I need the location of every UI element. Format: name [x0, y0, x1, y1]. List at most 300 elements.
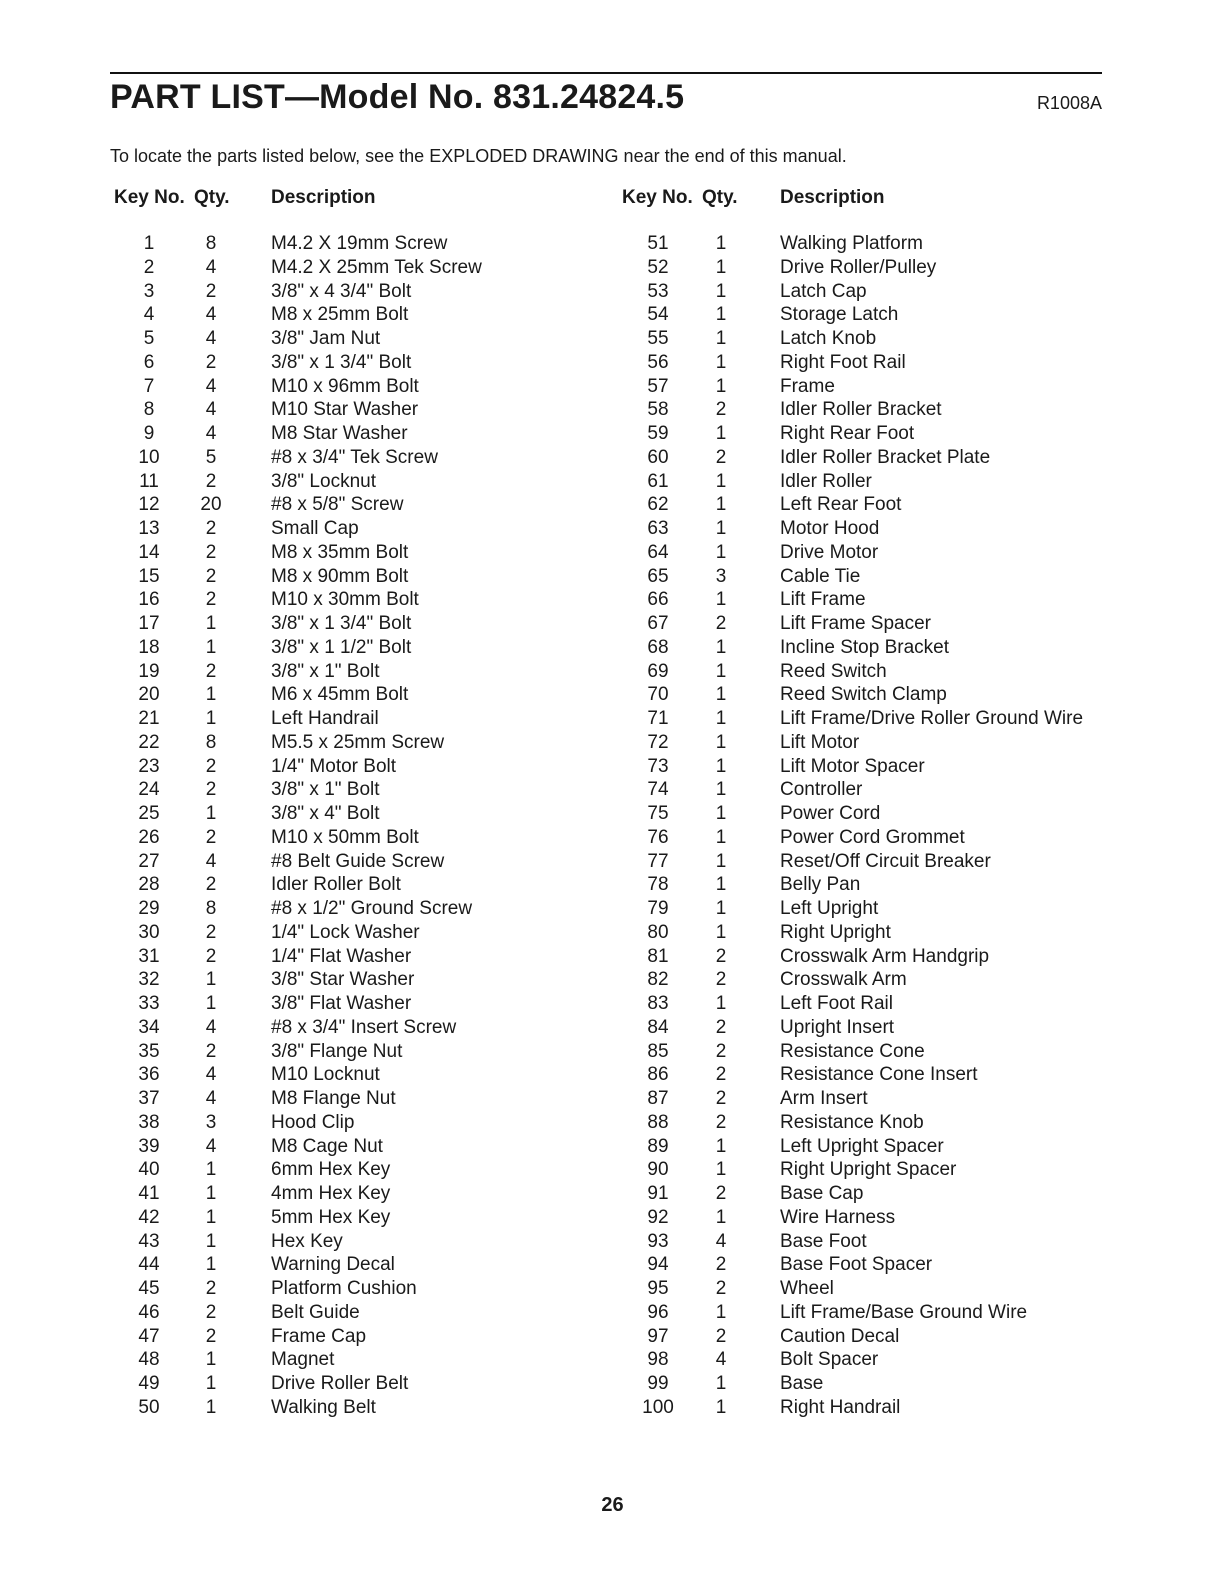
- part-key-number: 10: [138, 446, 160, 468]
- part-row: [0, 1063, 1225, 1087]
- part-quantity: 2: [205, 779, 217, 801]
- part-row: [0, 303, 1225, 327]
- part-quantity: 1: [205, 613, 217, 634]
- part-key-number: 77: [647, 850, 669, 872]
- part-row: [0, 897, 1225, 921]
- part-description: Lift Frame: [780, 589, 866, 611]
- part-row: [0, 256, 1225, 280]
- part-description: M4.2 X 25mm Tek Screw: [271, 256, 482, 278]
- part-description: Frame Cap: [271, 1325, 367, 1347]
- part-quantity: 2: [205, 589, 217, 611]
- part-description: 3/8" x 1 1/2" Bolt: [271, 636, 412, 658]
- part-quantity: 4: [205, 304, 217, 326]
- part-description: M8 x 25mm Bolt: [271, 304, 409, 326]
- part-quantity: 1: [715, 351, 727, 373]
- part-quantity: 1: [715, 1135, 727, 1157]
- part-row: [0, 588, 1225, 612]
- part-key-number: 87: [647, 1088, 669, 1109]
- part-quantity: 2: [715, 1325, 727, 1347]
- part-key-number: 89: [647, 1135, 669, 1157]
- part-quantity: 4: [205, 375, 217, 397]
- part-key-number: 100: [642, 1396, 674, 1418]
- part-key-number: 97: [647, 1325, 669, 1347]
- part-description: M10 x 30mm Bolt: [271, 589, 419, 611]
- part-quantity: 2: [205, 826, 217, 848]
- part-description: Lift Frame Spacer: [780, 613, 931, 634]
- right-description-header: Description: [780, 187, 885, 208]
- part-key-number: 46: [138, 1301, 160, 1323]
- part-key-number: 17: [138, 613, 160, 634]
- part-description: 3/8" x 1 3/4" Bolt: [271, 613, 412, 634]
- part-description: #8 x 5/8" Screw: [271, 494, 404, 516]
- part-key-number: 43: [138, 1230, 160, 1252]
- part-description: Walking Belt: [271, 1396, 376, 1418]
- part-description: Lift Motor: [780, 731, 860, 753]
- part-quantity: 1: [715, 304, 727, 326]
- part-key-number: 55: [647, 328, 669, 349]
- part-key-number: 31: [138, 945, 160, 967]
- part-quantity: 2: [205, 1040, 217, 1062]
- part-quantity: 1: [715, 708, 727, 729]
- part-description: 1/4" Flat Washer: [271, 945, 412, 967]
- intro-text: To locate the parts listed below, see the EXPLODED DRAWING near the end of this manual.: [110, 146, 847, 166]
- part-key-number: 25: [138, 803, 160, 824]
- part-quantity: 2: [205, 1278, 217, 1299]
- part-quantity: 4: [715, 1230, 727, 1252]
- part-key-number: 65: [647, 565, 669, 587]
- part-quantity: 2: [205, 945, 217, 967]
- part-key-number: 47: [138, 1325, 160, 1347]
- part-key-number: 39: [138, 1135, 160, 1157]
- part-key-number: 66: [647, 589, 669, 611]
- part-row: [0, 850, 1225, 874]
- part-description: M8 Cage Nut: [271, 1135, 383, 1157]
- part-row: [0, 755, 1225, 779]
- part-description: M5.5 x 25mm Screw: [271, 731, 445, 753]
- part-quantity: 1: [205, 1396, 217, 1418]
- part-row: [0, 1348, 1225, 1372]
- part-key-number: 56: [647, 351, 669, 373]
- part-row: [0, 565, 1225, 589]
- part-key-number: 6: [143, 351, 155, 373]
- part-key-number: 37: [138, 1088, 160, 1109]
- part-description: Controller: [780, 779, 863, 801]
- part-row: [0, 731, 1225, 755]
- part-row: [0, 921, 1225, 945]
- part-description: 3/8" x 1 3/4" Bolt: [271, 351, 412, 373]
- part-description: M8 Star Washer: [271, 423, 408, 444]
- part-key-number: 22: [138, 731, 160, 753]
- part-description: Left Upright: [780, 898, 879, 919]
- part-row: [0, 1206, 1225, 1230]
- part-key-number: 79: [647, 898, 669, 919]
- part-quantity: 4: [205, 328, 217, 349]
- part-description: M8 x 90mm Bolt: [271, 565, 409, 587]
- part-quantity: 1: [205, 636, 217, 658]
- part-description: M10 x 96mm Bolt: [271, 375, 419, 397]
- part-key-number: 69: [647, 660, 669, 682]
- part-quantity: 2: [205, 921, 217, 943]
- part-description: Frame: [780, 375, 835, 397]
- part-row: [0, 1277, 1225, 1301]
- page-title: PART LIST—Model No. 831.24824.5: [110, 78, 685, 116]
- part-description: 1/4" Motor Bolt: [271, 755, 397, 777]
- part-quantity: 1: [205, 1183, 217, 1204]
- part-description: M4.2 X 19mm Screw: [271, 233, 448, 254]
- part-quantity: 1: [715, 1373, 727, 1394]
- part-description: Idler Roller Bracket: [780, 399, 942, 421]
- part-key-number: 60: [647, 446, 669, 468]
- part-quantity: 2: [715, 613, 727, 634]
- part-row: [0, 232, 1225, 256]
- part-quantity: 2: [715, 446, 727, 468]
- part-key-number: 35: [138, 1040, 160, 1062]
- part-key-number: 57: [647, 375, 669, 397]
- part-quantity: 1: [715, 518, 727, 539]
- part-row: [0, 683, 1225, 707]
- part-description: Left Rear Foot: [780, 494, 902, 516]
- part-quantity: 2: [715, 1016, 727, 1038]
- part-description: Cable Tie: [780, 565, 861, 587]
- part-description: #8 x 3/4" Tek Screw: [271, 446, 438, 468]
- part-key-number: 86: [647, 1064, 669, 1086]
- part-description: Belly Pan: [780, 874, 861, 896]
- part-key-number: 21: [138, 708, 160, 729]
- part-description: #8 x 1/2" Ground Screw: [271, 898, 473, 919]
- part-row: [0, 1135, 1225, 1159]
- part-quantity: 1: [715, 803, 727, 824]
- part-key-number: 34: [138, 1016, 160, 1038]
- part-description: Hex Key: [271, 1230, 343, 1252]
- left-description-header: Description: [271, 187, 376, 208]
- part-row: [0, 517, 1225, 541]
- part-quantity: 2: [715, 969, 727, 991]
- part-key-number: 75: [647, 803, 669, 824]
- part-description: Idler Roller: [780, 470, 872, 492]
- part-quantity: 1: [715, 1159, 727, 1181]
- part-description: M10 Locknut: [271, 1064, 380, 1086]
- part-row: [0, 1016, 1225, 1040]
- left-qty-header: Qty.: [194, 187, 230, 208]
- part-quantity: 4: [205, 399, 217, 421]
- part-key-number: 5: [143, 328, 155, 349]
- part-key-number: 11: [139, 470, 159, 492]
- part-key-number: 7: [143, 375, 155, 397]
- part-quantity: 1: [715, 636, 727, 658]
- part-quantity: 2: [715, 1111, 727, 1133]
- part-key-number: 3: [143, 280, 155, 302]
- part-quantity: 2: [205, 541, 217, 563]
- part-key-number: 72: [647, 731, 669, 753]
- part-quantity: 8: [205, 898, 217, 919]
- part-key-number: 23: [138, 755, 160, 777]
- part-key-number: 36: [138, 1064, 160, 1086]
- part-description: Base: [780, 1373, 824, 1394]
- part-key-number: 91: [647, 1183, 669, 1204]
- part-description: Right Rear Foot: [780, 423, 915, 444]
- part-description: #8 Belt Guide Screw: [271, 850, 445, 872]
- part-description: Drive Motor: [780, 541, 879, 563]
- part-quantity: 1: [715, 1396, 727, 1418]
- part-quantity: 3: [715, 565, 727, 587]
- part-quantity: 4: [205, 1016, 217, 1038]
- part-description: Drive Roller Belt: [271, 1373, 409, 1394]
- part-description: Warning Decal: [271, 1254, 395, 1276]
- part-quantity: 1: [715, 423, 727, 444]
- part-key-number: 9: [143, 423, 155, 444]
- part-quantity: 1: [205, 1230, 217, 1252]
- part-key-number: 68: [647, 636, 669, 658]
- part-quantity: 1: [205, 708, 217, 729]
- part-description: Base Foot Spacer: [780, 1254, 933, 1276]
- part-key-number: 71: [647, 708, 669, 729]
- part-key-number: 30: [138, 921, 160, 943]
- part-description: Magnet: [271, 1349, 335, 1371]
- part-quantity: 1: [715, 850, 727, 872]
- part-description: M10 Star Washer: [271, 399, 419, 421]
- part-key-number: 62: [647, 494, 669, 516]
- part-key-number: 58: [647, 399, 669, 421]
- part-description: Left Handrail: [271, 708, 379, 729]
- part-quantity: 2: [205, 1301, 217, 1323]
- part-key-number: 82: [647, 969, 669, 991]
- part-row: [0, 707, 1225, 731]
- part-key-number: 24: [138, 779, 160, 801]
- part-key-number: 78: [647, 874, 669, 896]
- part-description: Base Cap: [780, 1183, 864, 1204]
- part-description: Power Cord Grommet: [780, 826, 965, 848]
- part-quantity: 1: [715, 755, 727, 777]
- part-quantity: 2: [205, 755, 217, 777]
- part-quantity: 1: [715, 1206, 727, 1228]
- part-description: 3/8" x 4" Bolt: [271, 803, 380, 824]
- part-key-number: 98: [647, 1349, 669, 1371]
- part-description: Resistance Cone Insert: [780, 1064, 978, 1086]
- part-key-number: 27: [138, 850, 160, 872]
- part-description: 5mm Hex Key: [271, 1206, 391, 1228]
- part-quantity: 1: [715, 826, 727, 848]
- part-description: M8 x 35mm Bolt: [271, 541, 409, 563]
- part-key-number: 8: [143, 399, 155, 421]
- part-description: M10 x 50mm Bolt: [271, 826, 419, 848]
- part-key-number: 38: [138, 1111, 160, 1133]
- part-row: [0, 778, 1225, 802]
- part-quantity: 2: [715, 399, 727, 421]
- part-row: [0, 398, 1225, 422]
- part-row: [0, 1325, 1225, 1349]
- part-key-number: 99: [647, 1373, 669, 1394]
- part-row: [0, 802, 1225, 826]
- part-key-number: 83: [647, 993, 669, 1014]
- part-key-number: 15: [138, 565, 160, 587]
- part-description: 3/8" Star Washer: [271, 969, 415, 991]
- part-quantity: 1: [715, 470, 727, 492]
- part-description: 3/8" x 1" Bolt: [271, 779, 380, 801]
- part-description: Lift Frame/Base Ground Wire: [780, 1301, 1028, 1323]
- part-key-number: 73: [647, 755, 669, 777]
- part-row: [0, 327, 1225, 351]
- part-key-number: 14: [138, 541, 160, 563]
- part-key-number: 96: [647, 1301, 669, 1323]
- part-description: 1/4" Lock Washer: [271, 921, 420, 943]
- part-description: Storage Latch: [780, 304, 899, 326]
- part-description: Caution Decal: [780, 1325, 900, 1347]
- part-key-number: 4: [143, 304, 155, 326]
- part-description: Latch Cap: [780, 280, 867, 302]
- part-quantity: 1: [715, 921, 727, 943]
- part-row: [0, 1230, 1225, 1254]
- part-row: [0, 280, 1225, 304]
- part-row: [0, 1396, 1225, 1420]
- part-quantity: 1: [205, 1159, 217, 1181]
- part-quantity: 4: [205, 256, 217, 278]
- part-description: Idler Roller Bolt: [271, 874, 401, 896]
- part-key-number: 95: [647, 1278, 669, 1299]
- part-quantity: 1: [205, 993, 217, 1014]
- part-key-number: 52: [647, 256, 669, 278]
- part-description: Right Upright: [780, 921, 891, 943]
- part-row: [0, 1253, 1225, 1277]
- part-key-number: 32: [138, 969, 160, 991]
- part-row: [0, 968, 1225, 992]
- part-key-number: 13: [138, 518, 160, 539]
- part-row: [0, 493, 1225, 517]
- part-row: [0, 470, 1225, 494]
- part-quantity: 1: [715, 1301, 727, 1323]
- part-description: Resistance Cone: [780, 1040, 925, 1062]
- part-key-number: 44: [138, 1254, 160, 1276]
- part-quantity: 1: [715, 684, 727, 706]
- part-key-number: 85: [647, 1040, 669, 1062]
- part-description: Arm Insert: [780, 1088, 868, 1109]
- part-row: [0, 1372, 1225, 1396]
- part-quantity: 1: [715, 494, 727, 516]
- part-quantity: 4: [205, 850, 217, 872]
- part-quantity: 1: [715, 328, 727, 349]
- part-quantity: 1: [205, 803, 217, 824]
- part-quantity: 1: [715, 874, 727, 896]
- part-row: [0, 873, 1225, 897]
- part-description: Incline Stop Bracket: [780, 636, 949, 658]
- part-description: Power Cord: [780, 803, 881, 824]
- part-description: Right Handrail: [780, 1396, 901, 1418]
- part-key-number: 50: [138, 1396, 160, 1418]
- part-key-number: 63: [647, 518, 669, 539]
- part-key-number: 80: [647, 921, 669, 943]
- part-quantity: 2: [205, 565, 217, 587]
- part-quantity: 1: [715, 660, 727, 682]
- part-key-number: 67: [647, 613, 669, 634]
- part-description: Motor Hood: [780, 518, 880, 539]
- part-quantity: 1: [715, 233, 727, 254]
- part-quantity: 2: [715, 1040, 727, 1062]
- part-row: [0, 992, 1225, 1016]
- part-key-number: 74: [647, 779, 669, 801]
- part-description: Reset/Off Circuit Breaker: [780, 850, 991, 872]
- part-key-number: 84: [647, 1016, 669, 1038]
- part-quantity: 1: [205, 969, 217, 991]
- part-description: Drive Roller/Pulley: [780, 256, 937, 278]
- part-description: Lift Motor Spacer: [780, 755, 925, 777]
- part-description: Platform Cushion: [271, 1278, 417, 1299]
- part-quantity: 2: [205, 280, 217, 302]
- page-number: 26: [601, 1494, 624, 1516]
- part-row: [0, 541, 1225, 565]
- part-quantity: 1: [715, 256, 727, 278]
- part-description: Left Foot Rail: [780, 993, 893, 1014]
- part-description: 3/8" x 1" Bolt: [271, 660, 380, 682]
- part-description: Left Upright Spacer: [780, 1135, 944, 1157]
- part-quantity: 8: [205, 233, 217, 254]
- part-key-number: 45: [138, 1278, 160, 1299]
- right-key-header: Key No.: [622, 187, 693, 208]
- part-quantity: 1: [715, 779, 727, 801]
- part-key-number: 12: [138, 494, 160, 516]
- part-quantity: 2: [715, 945, 727, 967]
- part-description: 3/8" Flange Nut: [271, 1040, 403, 1062]
- part-quantity: 2: [205, 518, 217, 539]
- part-description: Wheel: [780, 1278, 834, 1299]
- part-quantity: 2: [205, 874, 217, 896]
- part-row: [0, 1158, 1225, 1182]
- part-description: Base Foot: [780, 1230, 867, 1252]
- part-description: Resistance Knob: [780, 1111, 924, 1133]
- part-key-number: 61: [647, 470, 669, 492]
- part-description: Bolt Spacer: [780, 1349, 879, 1371]
- part-description: #8 x 3/4" Insert Screw: [271, 1016, 457, 1038]
- part-row: [0, 375, 1225, 399]
- part-key-number: 26: [138, 826, 160, 848]
- part-quantity: 8: [205, 731, 217, 753]
- part-key-number: 1: [143, 233, 155, 254]
- part-quantity: 1: [205, 1206, 217, 1228]
- part-description: Walking Platform: [780, 233, 923, 254]
- part-quantity: 4: [205, 1088, 217, 1109]
- part-description: Right Foot Rail: [780, 351, 906, 373]
- part-description: 3/8" Jam Nut: [271, 328, 381, 349]
- part-key-number: 19: [138, 660, 160, 682]
- part-description: Crosswalk Arm: [780, 969, 907, 991]
- part-quantity: 2: [205, 470, 217, 492]
- part-description: Crosswalk Arm Handgrip: [780, 945, 990, 967]
- part-description: Reed Switch Clamp: [780, 684, 947, 706]
- part-row: [0, 660, 1225, 684]
- part-quantity: 2: [205, 351, 217, 373]
- part-quantity: 2: [205, 1325, 217, 1347]
- part-quantity: 1: [205, 1349, 217, 1371]
- part-row: [0, 351, 1225, 375]
- part-quantity: 1: [715, 375, 727, 397]
- part-quantity: 1: [715, 993, 727, 1014]
- part-quantity: 2: [205, 660, 217, 682]
- part-row: [0, 422, 1225, 446]
- part-quantity: 2: [715, 1183, 727, 1204]
- part-description: 6mm Hex Key: [271, 1159, 391, 1181]
- part-description: 3/8" Flat Washer: [271, 993, 412, 1014]
- part-quantity: 1: [205, 1254, 217, 1276]
- part-row: [0, 1040, 1225, 1064]
- part-quantity: 2: [715, 1254, 727, 1276]
- part-key-number: 59: [647, 423, 669, 444]
- part-key-number: 49: [138, 1373, 160, 1394]
- part-row: [0, 1301, 1225, 1325]
- part-quantity: 1: [715, 898, 727, 919]
- part-row: [0, 1087, 1225, 1111]
- part-description: Right Upright Spacer: [780, 1159, 957, 1181]
- part-description: 4mm Hex Key: [271, 1183, 391, 1204]
- part-quantity: 1: [715, 280, 727, 302]
- right-qty-header: Qty.: [702, 187, 738, 208]
